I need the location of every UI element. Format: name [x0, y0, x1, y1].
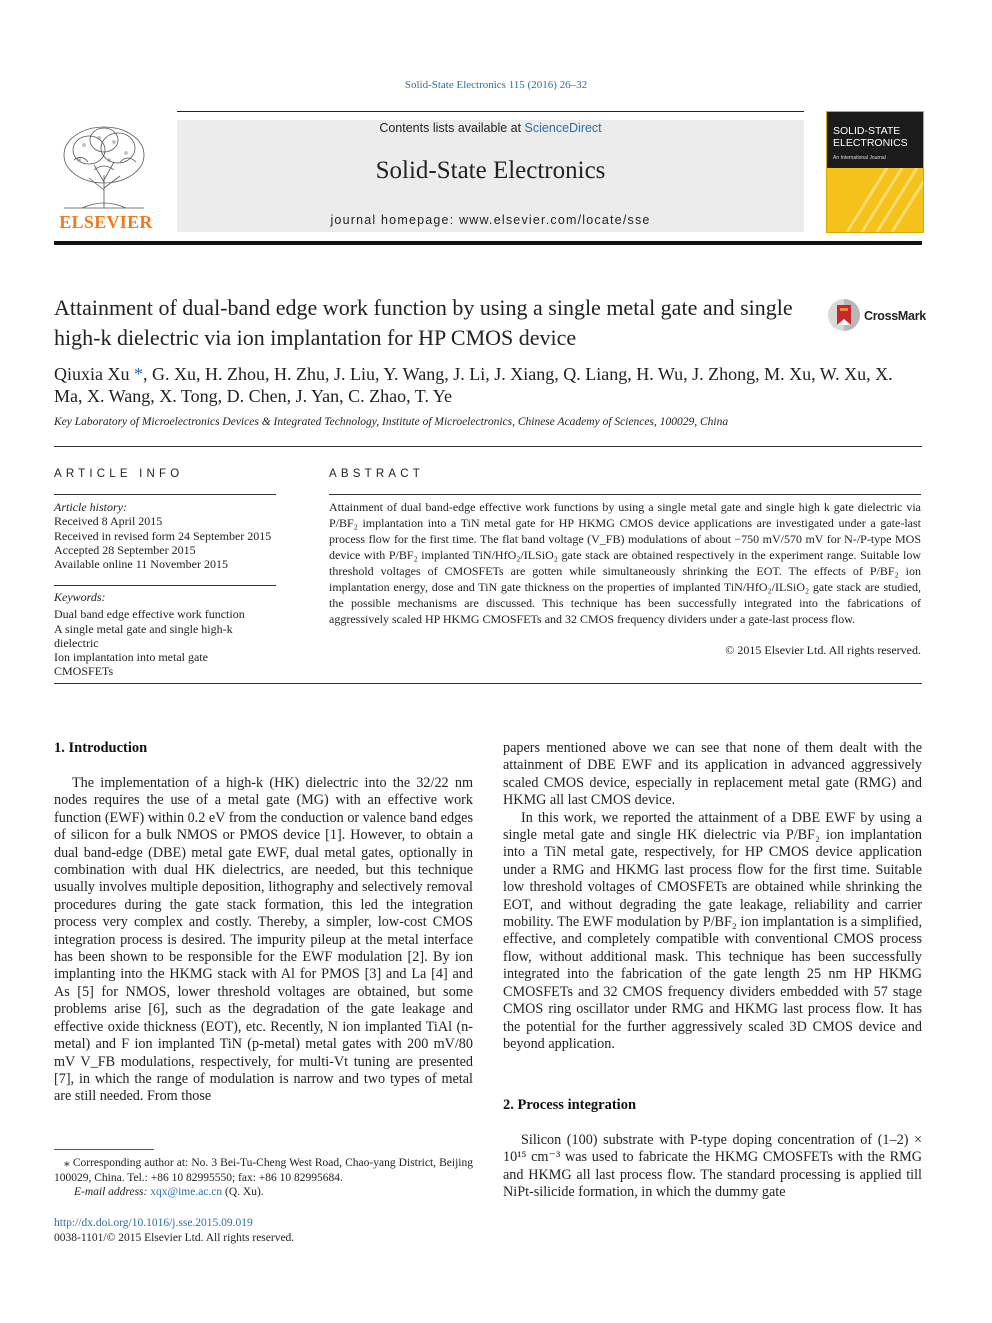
- homepage-url-link[interactable]: www.elsevier.com/locate/sse: [459, 213, 651, 227]
- keyword-item: dielectric: [54, 635, 99, 650]
- footnote-rule: [54, 1149, 154, 1150]
- cover-subtitle: An International Journal: [833, 155, 886, 161]
- abstract-text: Attainment of dual band-edge effective work functions by using a single metal gate and single high k gate dielectric via P/BF₂ implantation into a TiN metal gate for HP HKMG CMOS device applications are investigated under a gate-last process flow for the first time. The flat band voltage (V_FB) modulations of about −750 mV/570 mV for N-/P-type MOS device with P/BF₂ implanted TiN/HfO₂/ILSiO₂ gate stack are obtained respectively in the experiment range. Suitable low threshold voltages of CMOSFETs are gotten while simultaneously shrinking the EOT. The effects of P/BF₂ ion implantation energy, dose and TiN gate thickness on the properties of implanted TiN/HfO₂/ILSiO₂ gate stack are studied, the possible mechanisms are discussed. This technique has been successfully integrated into the fabrications of aggressively scaled HP HKMG CMOSFETs and 32 CMOS frequency dividers under a gate-last process flow.: [329, 500, 921, 626]
- process-paragraph-1: Silicon (100) substrate with P-type doping concentration of (1–2) × 10¹⁵ cm⁻³ was used to fabricate the HKMG CMOSFETs with the RMG and HKMG all last process flow. The standard processing is applied till NiPt-silicide formation, in which the dummy gate: [503, 1132, 922, 1201]
- history-received: Received 8 April 2015: [54, 514, 163, 529]
- elsevier-wordmark: ELSEVIER: [59, 212, 153, 232]
- first-author: Qiuxia Xu: [54, 364, 130, 384]
- header-top-rule: [177, 111, 804, 112]
- doi-block: [54, 1216, 473, 1245]
- history-label: Article history:: [54, 500, 127, 514]
- article-info-rule: [54, 494, 276, 495]
- doi-link[interactable]: http://dx.doi.org/10.1016/j.sse.2015.09.019: [54, 1217, 253, 1229]
- abstract-copyright: © 2015 Elsevier Ltd. All rights reserved.: [725, 643, 921, 657]
- issn-line: 0038-1101/© 2015 Elsevier Ltd. All rights reserved.: [54, 1231, 295, 1244]
- author-list: [54, 363, 924, 407]
- affiliation: Key Laboratory of Microelectronics Devices & Integrated Technology, Institute of Microelectronics, Chinese Academy of Sciences, 100029, China: [54, 416, 729, 428]
- intro-paragraph-1-continued: papers mentioned above we can see that none of them dealt with the attainment of DBE EWF and its application in advanced aggressively scaled CMOS device, especially in replacement metal gate (RMG) and HKMG all last CMOS device.: [503, 740, 922, 809]
- section-2-heading: 2. Process integration: [503, 1097, 637, 1113]
- contents-prefix: Contents lists available at: [379, 121, 525, 135]
- abstract-bottom-rule: [54, 683, 922, 684]
- footnote-block: [54, 1156, 473, 1200]
- article-history: [54, 500, 284, 571]
- article-info-heading: ARTICLE INFO: [54, 468, 184, 480]
- keyword-item: CMOSFETs: [54, 664, 114, 679]
- sciencedirect-link[interactable]: ScienceDirect: [524, 121, 602, 135]
- contents-line: [177, 121, 804, 135]
- abstract-rule: [329, 494, 921, 495]
- title-divider: [54, 446, 922, 447]
- corresponding-author-note: ⁎ Corresponding author at: No. 3 Bei-Tu-Cheng West Road, Chao-yang District, Beijing 100029, China. Tel.: +86 10 82995550; fax: +86 10 82995684.: [54, 1157, 473, 1184]
- intro-paragraph-1: The implementation of a high-k (HK) dielectric into the 32/22 nm nodes requires the use of a metal gate (MG) with an effective work function (EWF) within 0.2 eV from the conduction or valence band edges of silicon for a bulk NMOS or PMOS device [1]. However, to obtain a dual band-edge (DBE) metal gate EWF, dual metal gates, optionally in combination with dual HK dielectrics, are needed, but this technique usually involves multiple deposition, lithography and selectively removal procedures during the gate stack formation, this led the integration process very complex and costly. Thereby, a simpler, low-cost CMOS integration process is desired. The impurity pileup at the metal interface has been shown to be responsible for the EWF modulation [2]. By ion implanting into the HKMG stack with Al for PMOS [3] and La [4] and As [5] for NMOS, lower threshold voltages are obtained, but some problems arise [6], such as the degradation of the gate leakage and effective oxide thickness (EOT), etc. Recently, N ion implanted TiAl (n-metal) and F ion implanted TiN (p-metal) metal gates with 200 mV/80 mV V_FB modulations, respectively, for multi-Vt tuning are presented [7], in which the range of modulation is narrow and two types of metal are still needed. From those: [54, 775, 473, 1105]
- history-revised: Received in revised form 24 September 2015: [54, 528, 272, 543]
- email-suffix: (Q. Xu).: [222, 1186, 264, 1198]
- keywords-rule: [54, 585, 276, 586]
- journal-homepage: [177, 213, 804, 227]
- cover-stripes: [827, 168, 923, 232]
- corresponding-author-star-link[interactable]: *: [129, 364, 143, 384]
- email-link[interactable]: xqx@ime.ac.cn: [150, 1186, 223, 1198]
- intro-column-left: [54, 775, 473, 1106]
- keywords-label: Keywords:: [54, 590, 106, 604]
- history-accepted: Accepted 28 September 2015: [54, 542, 196, 557]
- keyword-item: A single metal gate and single high-k: [54, 621, 233, 636]
- keyword-item: Dual band edge effective work function: [54, 607, 245, 622]
- history-online: Available online 11 November 2015: [54, 557, 228, 572]
- email-label: E-mail address:: [74, 1186, 151, 1198]
- cover-title: [833, 125, 908, 149]
- process-column: [503, 1132, 922, 1202]
- journal-cover-thumbnail[interactable]: [826, 111, 924, 233]
- homepage-prefix: journal homepage:: [330, 213, 460, 227]
- journal-title: Solid-State Electronics: [375, 157, 606, 184]
- email-note: [54, 1185, 473, 1200]
- crossmark-label[interactable]: CrossMark: [864, 309, 926, 323]
- cover-title-line1: SOLID-STATE: [833, 125, 901, 137]
- keyword-item: Ion implantation into metal gate: [54, 650, 208, 665]
- cover-title-line2: ELECTRONICS: [833, 137, 908, 149]
- intro-column-right: [503, 740, 922, 1053]
- journal-citation[interactable]: Solid-State Electronics 115 (2016) 26–32: [404, 79, 588, 91]
- keywords-block: [54, 590, 284, 679]
- article-title: Attainment of dual-band edge work function by using a single metal gate and single high-k dielectric via ion implantation for HP CMOS device: [54, 295, 793, 350]
- other-authors: , G. Xu, H. Zhou, H. Zhu, J. Liu, Y. Wang, J. Li, J. Xiang, Q. Liang, H. Wu, J. Zhong, M. Xu, W. Xu, X. Ma, X. Wang, X. Tong, D. Chen, J. Yan, C. Zhao, T. Ye: [54, 364, 893, 406]
- section-1-heading: 1. Introduction: [54, 740, 148, 756]
- abstract-heading: ABSTRACT: [329, 468, 424, 480]
- intro-paragraph-2: In this work, we reported the attainment of a DBE EWF by using a single metal gate and single HK dielectric via P/BF₂ ion implantation into a TiN metal gate, respectively, for HP CMOS device application under a RMG and HKMG last process flow for the first time. Suitable low threshold voltages of CMOSFETs are obtained while shrinking the EOT, and without degrading the gate leakage, reliability and carrier mobility. The EWF modulation by P/BF₂ ion implantation is a simplified, effective, and completely compatible with conventional CMOS process flow, without additional mask. This technique has been successfully integrated into the fabrication of the gate length 25 nm HP HKMG CMOSFETs and 32 CMOS frequency dividers embedded with 57 stage CMOS ring oscillator under RMG and HKMG last process flow. It has the potential for the further aggressively scaled 3D CMOS device and beyond application.: [503, 809, 922, 1052]
- header-thick-rule: [54, 241, 922, 245]
- crossmark-icon[interactable]: [826, 297, 862, 333]
